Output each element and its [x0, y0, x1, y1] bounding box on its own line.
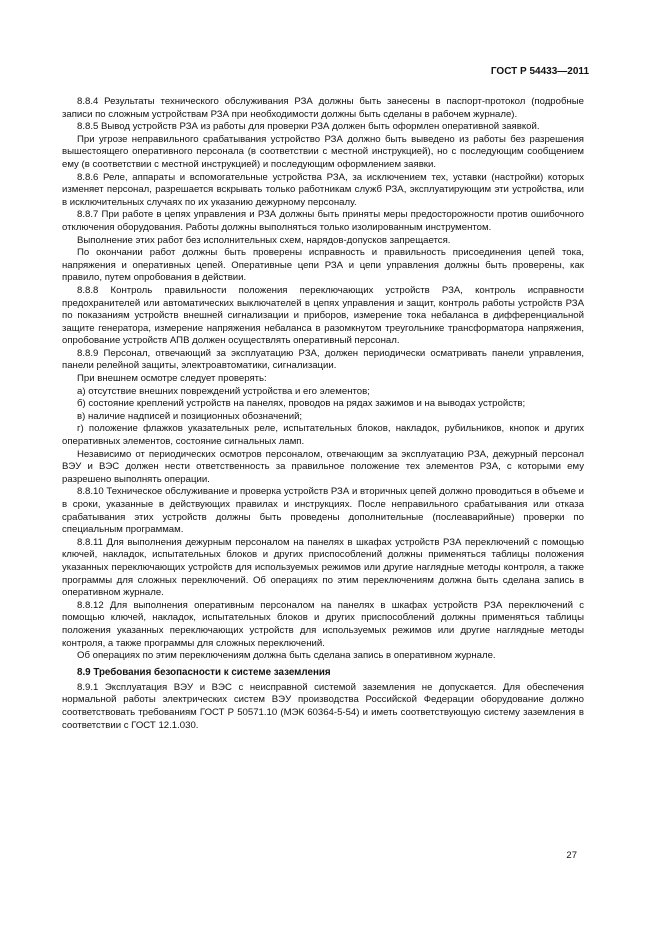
paragraph: 8.8.9 Персонал, отвечающий за эксплуатацию РЗА, должен периодически осматривать панели управления, панели релейной защиты, электроавтоматики, сигнализации. — [62, 347, 584, 372]
paragraph: 8.8.5 Вывод устройств РЗА из работы для проверки РЗА должен быть оформлен оперативной заявкой. — [77, 121, 540, 133]
paragraph: По окончании работ должны быть проверены исправность и правильность присоединения цепей тока, напряжения и оперативных цепей. Оперативные цепи РЗА и цепи управления должны быть проверены, как правило, путем опробования в действии. — [62, 247, 584, 284]
paragraph: 8.8.7 При работе в цепях управления и РЗА должны быть приняты меры предосторожности против ошибочного отключения оборудования. Работы должны выполняться только изолированным инструментом. — [62, 209, 584, 233]
list-item: а) отсутствие внешних повреждений устройства и его элементов; — [77, 385, 370, 397]
paragraph: Об операциях по этим переключениям должна быть сделана запись в оперативном журнале. — [77, 650, 496, 662]
paragraph: 8.9.1 Эксплуатация ВЭУ и ВЭС с неисправной системой заземления не допускается. Для обеспечения нормальной работы электрических систем ВЭУ производства Российской Федерации оборудование должно соответствовать требованиям ГОСТ Р 50571.10 (МЭК 60364-5-54) и иметь соответствующую систему заземления в соответствии с ГОСТ 12.1.030. — [62, 681, 584, 731]
paragraph: Независимо от периодических осмотров персоналом, отвечающим за эксплуатацию РЗА, дежурный персонал ВЭУ и ВЭС должен нести ответственность за правильное положение тех элементов РЗА, с которыми ему разрешено выполнять операции. — [62, 448, 584, 485]
paragraph: При угрозе неправильного срабатывания устройство РЗА должно быть выведено из работы без разрешения вышестоящего оперативного персонала (в соответствии с местной инструкцией), но с последующим сообщением ему (в соответствии с местной инструкцией) и последующим оформлением заявки. — [62, 133, 584, 170]
paragraph: При внешнем осмотре следует проверять: — [77, 373, 267, 385]
standard-header: ГОСТ Р 54433—2011 — [490, 66, 589, 77]
paragraph: 8.8.11 Для выполнения дежурным персоналом на панелях в шкафах устройств РЗА переключений с помощью ключей, накладок, испытательных блоков и других приспособлений должны применяться таблицы положения указанных переключающих устройств для используемых режимов или другие наглядные методы контроля, а также программы для сложных переключений. Об операциях по этим переключениям должна быть сделана запись в оперативном журнале. — [62, 536, 584, 599]
list-item: г) положение флажков указательных реле, испытательных блоков, накладок, рубильников, кнопок и других оперативных элементов, состояние сигнальных ламп. — [62, 423, 584, 448]
paragraph: 8.8.6 Реле, аппараты и вспомогательные устройства РЗА, за исключением тех, уставки (настройки) которых изменяет персонал, разрешается вскрывать только работникам служб РЗА, эксплуатирующим эти устройства, или в исключительных случаях по их указанию дежурному персоналу. — [62, 171, 584, 208]
paragraph: Выполнение этих работ без исполнительных схем, нарядов-допусков запрещается. — [77, 234, 451, 246]
list-item: в) наличие надписей и позиционных обозначений; — [77, 410, 303, 422]
paragraph: 8.8.4 Результаты технического обслуживания РЗА должны быть занесены в паспорт-протокол (подробные записи по сложным устройствам РЗА при необходимости должны быть сделаны в рабочем журнале). — [62, 96, 584, 120]
document-body — [62, 96, 584, 732]
paragraph: 8.8.10 Техническое обслуживание и проверка устройств РЗА и вторичных цепей должно проводиться в объеме и в сроки, указанные в действующих правилах и инструкциях. После неправильного срабатывания или отказа срабатывания этих устройств должны быть проведены дополнительные (послеаварийные) проверки по специальным программам. — [62, 486, 584, 536]
list-item: б) состояние креплений устройств на панелях, проводов на рядах зажимов и на выводах устройств; — [77, 398, 526, 410]
page-number: 27 — [566, 850, 577, 861]
paragraph: 8.8.12 Для выполнения оперативным персоналом на панелях в шкафах устройств РЗА переключений с помощью ключей, накладок, испытательных блоков и других приспособлений должны применяться таблицы положения указанных переключающих устройств для используемых режимов или другие наглядные методы контроля, а также программы для сложных переключений. — [62, 599, 584, 649]
paragraph: 8.8.8 Контроль правильности положения переключающих устройств РЗА, контроль исправности предохранителей или автоматических выключателей в цепях управления и защит, контроль работы устройств РЗА по показаниям устройств внешней сигнализации и приборов, измерение тока небаланса в дифференциальной защите генератора, измерение напряжения небаланса в разомкнутом треугольнике трансформатора напряжения, опробование устройств АПВ должен осуществлять оперативный персонал. — [62, 284, 584, 347]
section-heading: 8.9 Требования безопасности к системе заземления — [77, 666, 331, 678]
